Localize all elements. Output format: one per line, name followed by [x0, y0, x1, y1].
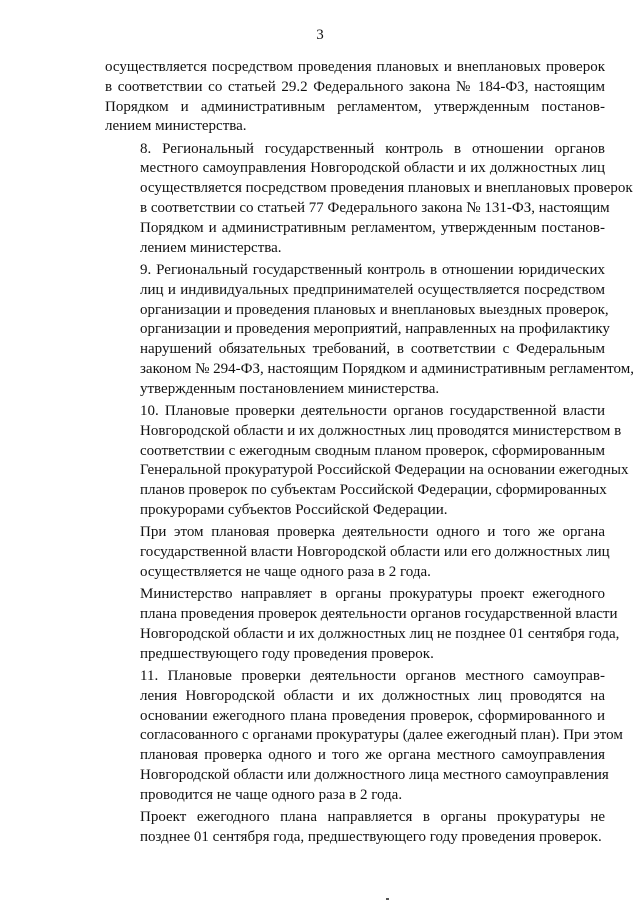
- text-line: Порядком и административным регламентом, утвержденным постанов-: [140, 219, 605, 236]
- text-line: согласованного с органами прокуратуры (далее ежегодный план). При этом: [140, 727, 623, 744]
- text-line: осуществляется не чаще одного раза в 2 года.: [140, 563, 431, 580]
- text-line: лением министерства.: [140, 239, 282, 256]
- text-line: Новгородской области и их должностных лиц проводятся министерством в: [140, 422, 622, 439]
- text-line: лением министерства.: [105, 118, 247, 135]
- scan-artifact: [386, 898, 389, 900]
- text-line: прокурорами субъектов Российской Федерации.: [140, 502, 448, 519]
- text-line: 8. Региональный государственный контроль в отношении органов: [140, 140, 605, 157]
- text-line: 9. Региональный государственный контроль в отношении юридических: [140, 261, 605, 278]
- page-number: 3: [316, 27, 324, 43]
- text-line: организации и проведения мероприятий, направленных на профилактику: [140, 321, 610, 338]
- text-line: в соответствии со статьей 29.2 Федерального закона № 184-ФЗ, настоящим: [105, 78, 605, 95]
- text-line: соответствии с ежегодным сводным планом проверок, сформированным: [140, 442, 605, 459]
- paragraph: [105, 58, 605, 137]
- text-line: 10. Плановые проверки деятельности органов государственной власти: [140, 403, 605, 420]
- text-line: Новгородской области и их должностных лиц не позднее 01 сентября года,: [140, 625, 620, 642]
- paragraph: [105, 402, 629, 521]
- text-line: Новгородской области или должностного лица местного самоуправления: [140, 766, 609, 783]
- text-line: в соответствии со статьей 77 Федерального закона № 131-ФЗ, настоящим: [140, 200, 610, 217]
- paragraph: [105, 808, 605, 848]
- text-line: местного самоуправления Новгородской области и их должностных лиц: [140, 160, 605, 177]
- text-line: позднее 01 сентября года, предшествующего году проведения проверок.: [140, 828, 602, 845]
- text-line: 11. Плановые проверки деятельности органов местного самоуправ-: [140, 667, 605, 684]
- text-line: осуществляется посредством проведения плановых и внеплановых проверок: [140, 180, 633, 197]
- text-line: законом № 294-ФЗ, настоящим Порядком и административным регламентом,: [140, 360, 634, 377]
- text-line: предшествующего году проведения проверок.: [140, 645, 434, 662]
- paragraph: [105, 667, 623, 806]
- text-line: государственной власти Новгородской области или его должностных лиц: [140, 544, 610, 561]
- text-line: ления Новгородской области и их должностных лиц проводятся на: [140, 687, 605, 704]
- paragraph: [105, 261, 634, 400]
- text-line: лиц и индивидуальных предпринимателей осуществляется посредством: [140, 281, 605, 298]
- paragraph: [105, 140, 633, 259]
- text-line: организации и проведения плановых и внеплановых выездных проверок,: [140, 301, 609, 318]
- text-line: планов проверок по субъектам Российской Федерации, сформированных: [140, 482, 607, 499]
- text-line: основании ежегодного плана проведения проверок, сформированного и: [140, 707, 605, 724]
- text-line: осуществляется посредством проведения плановых и внеплановых проверок: [105, 59, 605, 75]
- paragraph: [105, 585, 620, 664]
- text-line: При этом плановая проверка деятельности одного и того же органа: [140, 524, 605, 541]
- text-line: Порядком и административным регламентом, утвержденным постанов-: [105, 98, 605, 115]
- text-line: нарушений обязательных требований, в соответствии с Федеральным: [140, 341, 605, 358]
- text-line: Генеральной прокуратурой Российской Федерации на основании ежегодных: [140, 462, 629, 479]
- text-line: Проект ежегодного плана направляется в органы прокуратуры не: [140, 808, 605, 825]
- text-line: плановая проверка одного и того же органа местного самоуправления: [140, 747, 605, 764]
- document-body: [105, 58, 634, 848]
- text-line: проводится не чаще одного раза в 2 года.: [140, 786, 403, 803]
- paragraph: [105, 523, 610, 582]
- text-line: утвержденным постановлением министерства.: [140, 380, 440, 397]
- text-line: Министерство направляет в органы прокуратуры проект ежегодного: [140, 586, 605, 603]
- text-line: плана проведения проверок деятельности органов государственной власти: [140, 606, 618, 623]
